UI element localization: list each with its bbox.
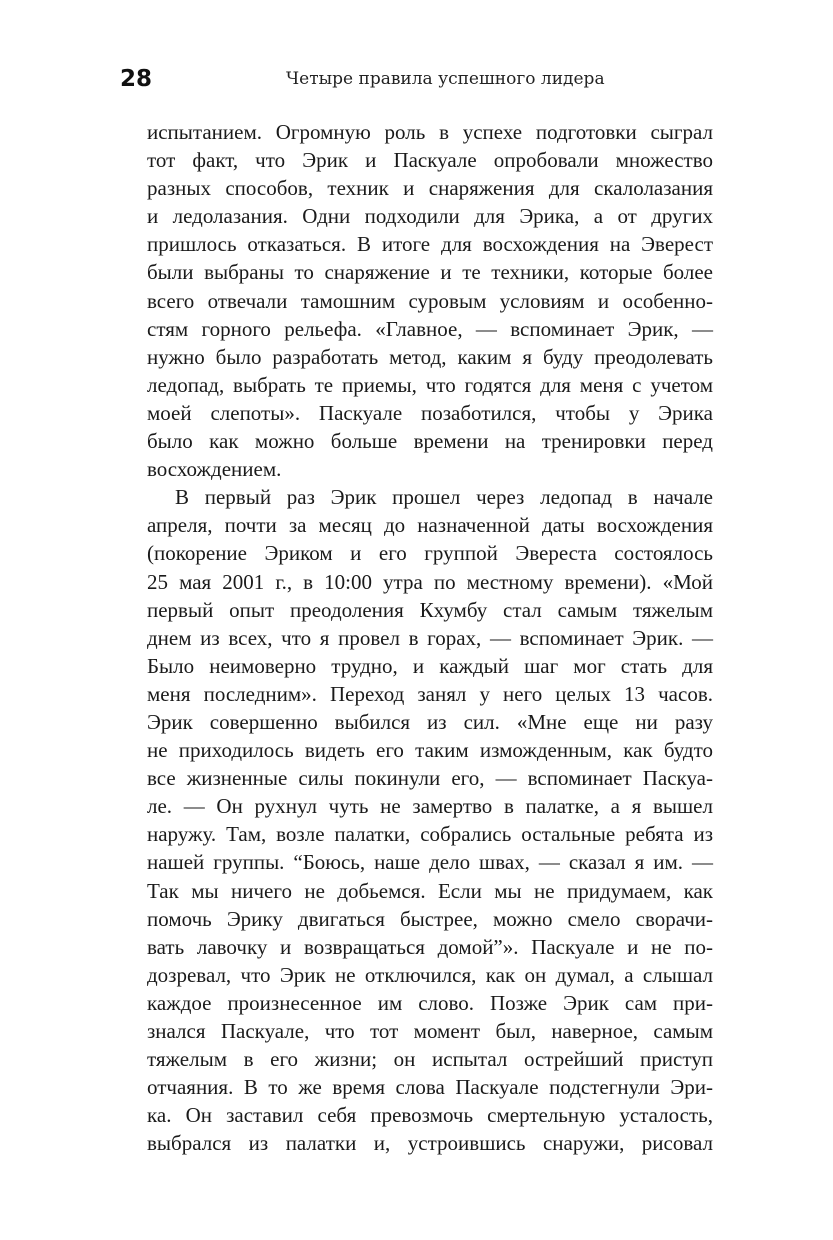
body-text xyxy=(147,118,713,1157)
text-line: знался Паскуале, что тот момент был, наверное, самым xyxy=(147,1019,713,1043)
text-line: были выбраны то снаряжение и те техники, которые более xyxy=(147,260,713,285)
text-line: вать лавочку и возвращаться домой”». Паскуале и не по- xyxy=(147,934,713,959)
text-line: не приходилось видеть его таким изможденным, как будто xyxy=(147,738,713,763)
text-line: ка. Он заставил себя превозмочь смертельную усталость, xyxy=(147,1103,713,1128)
text-line: разных способов, техник и снаряжения для скалолазания xyxy=(147,176,713,201)
text-line: пришлось отказаться. В итоге для восхождения на Эверест xyxy=(147,232,713,257)
text-line: было как можно больше времени на тренировки перед xyxy=(147,429,713,454)
text-line: первый опыт преодоления Кхумбу стал самым тяжелым xyxy=(147,597,713,622)
page-header xyxy=(120,62,712,102)
text-line: всего отвечали тамошним суровым условиям и особенно- xyxy=(147,288,713,313)
text-line: нужно было разработать метод, каким я буду преодолевать xyxy=(147,344,713,369)
text-line: ледопад, выбрать те приемы, что годятся для меня с учетом xyxy=(147,372,713,397)
text-line: нашей группы. “Боюсь, наше дело швах, — сказал я им. — xyxy=(147,850,713,875)
text-line: днем из всех, что я провел в горах, — вспоминает Эрик. — xyxy=(147,625,713,650)
text-line: моей слепоты». Паскуале позаботился, чтобы у Эрика xyxy=(147,400,713,425)
text-line: тяжелым в его жизни; он испытал острейший приступ xyxy=(147,1047,713,1072)
page-number: 28 xyxy=(120,66,153,92)
text-line: и ледолазания. Одни подходили для Эрика, а от других xyxy=(147,204,713,229)
text-line: Так мы ничего не добьемся. Если мы не придумаем, как xyxy=(147,878,713,903)
text-line: стям горного рельефа. «Главное, — вспоминает Эрик, — xyxy=(147,316,713,341)
text-line: помочь Эрику двигаться быстрее, можно смело сворачи- xyxy=(147,906,713,931)
text-line: наружу. Там, возле палатки, собрались остальные ребята из xyxy=(147,822,713,847)
text-line: Было неимоверно трудно, и каждый шаг мог стать для xyxy=(147,653,713,678)
text-line: выбрался из палатки и, устроившись снаружи, рисовал xyxy=(147,1131,713,1156)
text-line: отчаяния. В то же время слова Паскуале подстегнули Эри- xyxy=(147,1075,713,1100)
text-line: ле. — Он рухнул чуть не замертво в палатке, а я вышел xyxy=(147,794,713,819)
text-line: В первый раз Эрик прошел через ледопад в начале xyxy=(175,485,713,510)
text-line: дозревал, что Эрик не отключился, как он думал, а слышал xyxy=(147,962,713,987)
text-line: 25 мая 2001 г., в 10:00 утра по местному времени). «Мой xyxy=(147,569,713,594)
text-line: каждое произнесенное им слово. Позже Эрик сам при- xyxy=(147,990,713,1015)
text-line: испытанием. Огромную роль в успехе подготовки сыграл xyxy=(147,120,713,144)
text-line: Эрик совершенно выбился из сил. «Мне еще ни разу xyxy=(147,709,713,734)
text-line: меня последним». Переход занял у него целых 13 часов. xyxy=(147,681,713,706)
text-line: (покорение Эриком и его группой Эвереста состоялось xyxy=(147,541,713,566)
running-title: Четыре правила успешного лидера xyxy=(286,69,605,89)
text-line: все жизненные силы покинули его, — вспоминает Паскуа- xyxy=(147,766,713,791)
text-line: тот факт, что Эрик и Паскуале опробовали множество xyxy=(147,148,713,173)
text-line: восхождением. xyxy=(147,457,282,482)
text-line: апреля, почти за месяц до назначенной даты восхождения xyxy=(147,513,713,538)
